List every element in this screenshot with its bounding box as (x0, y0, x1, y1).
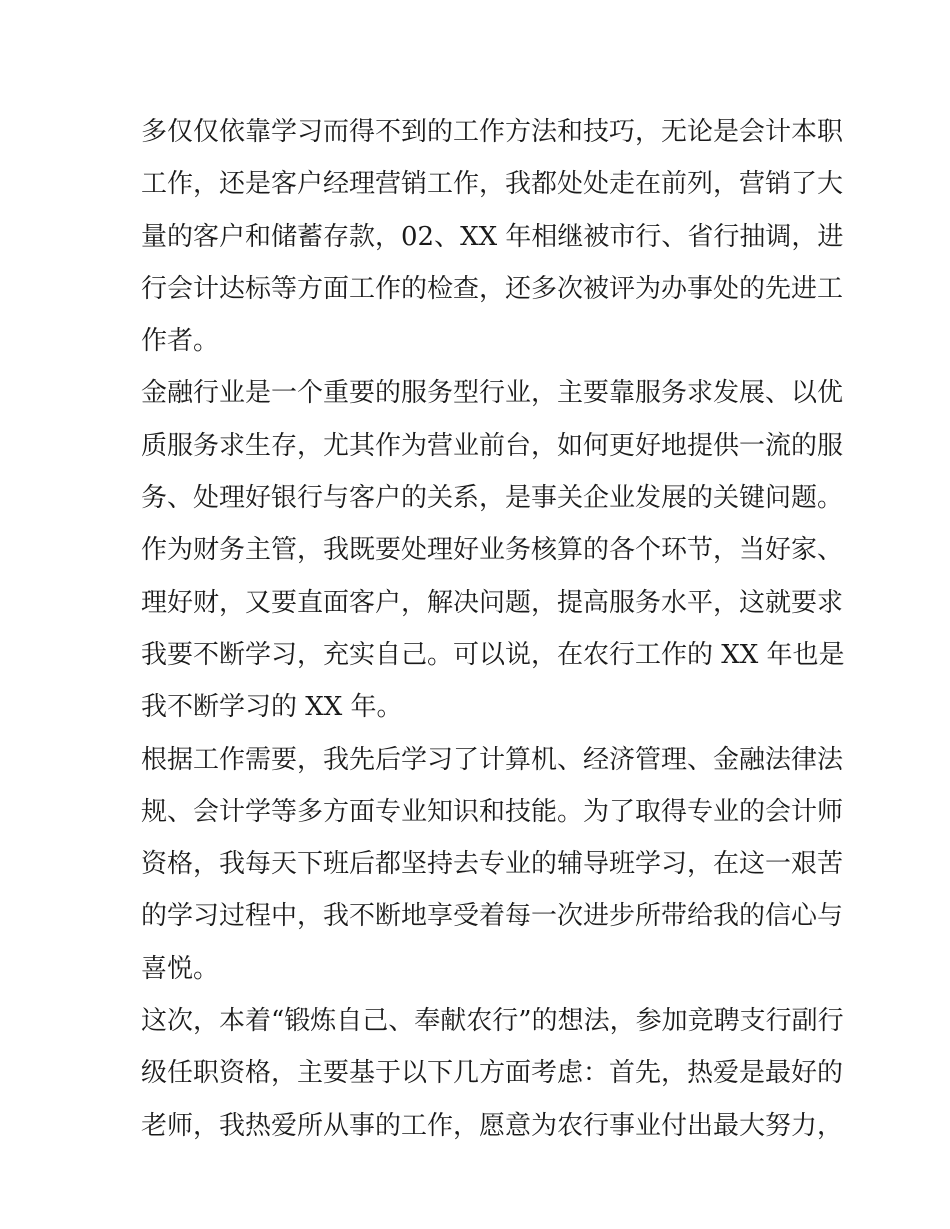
paragraph (141, 995, 844, 1152)
document-body (141, 106, 845, 1152)
text-line: 务、处理好银行与客户的关系，是事关企业发展的关键问题。 (141, 483, 844, 514)
text-line: 量的客户和储蓄存款，02、XX 年相继被市行、省行抽调，进 (141, 221, 844, 252)
text-line: 喜悦。 (141, 953, 220, 984)
text-line: 作为财务主管，我既要处理好业务核算的各个环节，当好家、 (141, 535, 844, 566)
text-line: 多仅仅依靠学习而得不到的工作方法和技巧，无论是会计本职 (141, 117, 844, 147)
text-line: 金融行业是一个重要的服务型行业，主要靠服务求发展、以优 (141, 378, 844, 409)
text-line: 级任职资格，主要基于以下几方面考虑：首先，热爱是最好的 (141, 1058, 844, 1089)
paragraph (141, 106, 844, 367)
text-line: 规、会计学等多方面专业知识和技能。为了取得专业的会计师 (141, 796, 844, 827)
paragraph (141, 367, 845, 733)
text-line: 我要不断学习，充实自己。可以说，在农行工作的 XX 年也是 (141, 639, 845, 670)
text-line: 我不断学习的 XX 年。 (141, 692, 403, 723)
text-line: 的学习过程中，我不断地享受着每一次进步所带给我的信心与 (141, 901, 844, 932)
text-line: 老师，我热爱所从事的工作，愿意为农行事业付出最大努力， (141, 1110, 844, 1141)
text-line: 行会计达标等方面工作的检查，还多次被评为办事处的先进工 (141, 273, 844, 304)
text-line: 理好财，又要直面客户，解决问题，提高服务水平，这就要求 (141, 587, 844, 618)
text-line: 工作，还是客户经理营销工作，我都处处走在前列，营销了大 (141, 169, 844, 200)
text-line: 作者。 (141, 326, 220, 357)
text-line: 质服务求生存，尤其作为营业前台，如何更好地提供一流的服 (141, 430, 844, 461)
text-line: 资格，我每天下班后都坚持去专业的辅导班学习，在这一艰苦 (141, 849, 844, 880)
paragraph (141, 734, 844, 995)
text-line: 这次，本着“锻炼自己、奉献农行”的想法，参加竞聘支行副行 (141, 1006, 844, 1037)
text-line: 根据工作需要，我先后学习了计算机、经济管理、金融法律法 (141, 744, 844, 775)
